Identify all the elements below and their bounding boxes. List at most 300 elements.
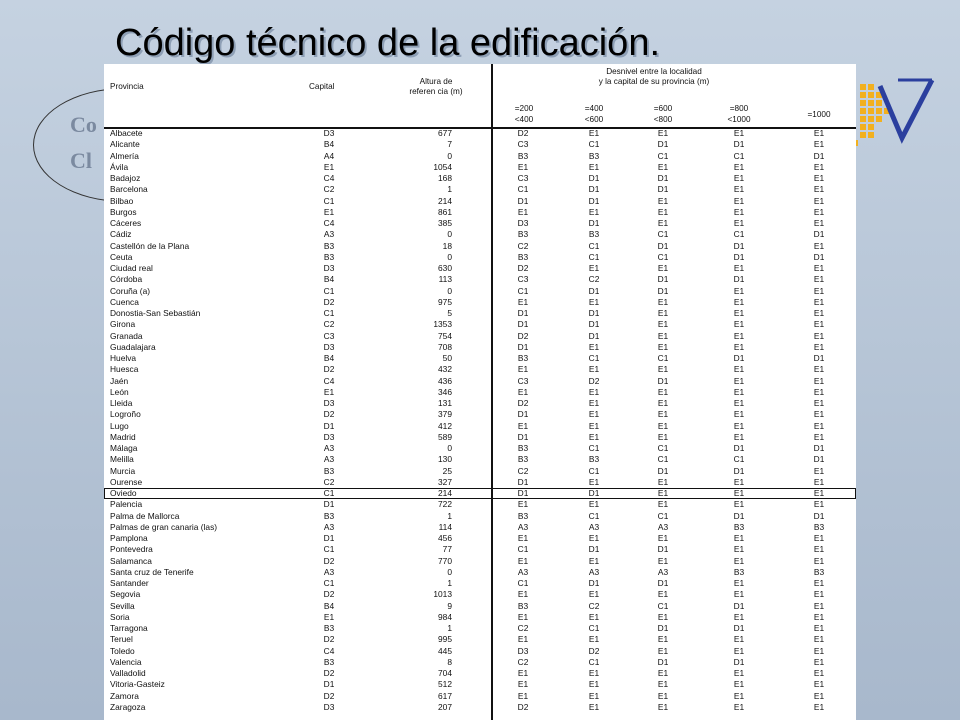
cell-desnivel-400: E1 [588, 263, 600, 273]
cell-capital: B3 [323, 623, 335, 633]
cell-altura: 18 [442, 240, 452, 251]
cell-desnivel-600: E1 [657, 206, 669, 217]
cell-capital: D2 [323, 690, 335, 701]
table-row [104, 207, 856, 218]
cell-desnivel-400: E1 [588, 341, 600, 352]
cell-desnivel-200: C2 [517, 656, 529, 667]
cell-desnivel-400: C2 [588, 274, 600, 285]
cell-desnivel-1000: E1 [813, 600, 825, 611]
cell-capital: D2 [323, 555, 335, 566]
cell-desnivel-800: E1 [733, 195, 745, 206]
cell-provincia: Bilbao [110, 195, 134, 206]
cell-desnivel-800: E1 [733, 488, 745, 498]
table-row [104, 364, 856, 375]
cell-provincia: Sevilla [110, 600, 135, 611]
cell-desnivel-800: E1 [733, 578, 745, 588]
cell-desnivel-1000: E1 [813, 668, 825, 678]
cell-capital: A3 [323, 521, 335, 532]
cell-desnivel-200: C3 [517, 139, 529, 150]
cell-desnivel-1000: E1 [813, 386, 825, 397]
cell-provincia: Castellón de la Plana [110, 240, 190, 251]
cell-altura: 754 [438, 330, 452, 341]
cell-capital: D1 [323, 499, 335, 510]
climate-zone-table [104, 64, 856, 720]
cell-altura: 77 [442, 544, 452, 555]
cell-desnivel-800: E1 [733, 386, 745, 397]
cell-desnivel-1000: E1 [813, 319, 825, 330]
cell-desnivel-400: E1 [588, 364, 600, 375]
cell-desnivel-800: C1 [733, 150, 745, 161]
table-row [104, 252, 856, 263]
cell-desnivel-400: A3 [588, 566, 600, 577]
cell-altura: 168 [438, 173, 452, 183]
cell-capital: E1 [323, 386, 335, 397]
cell-desnivel-800: D1 [733, 510, 745, 521]
cell-altura: 512 [438, 679, 452, 690]
header-range3-line2: <800 [653, 115, 673, 124]
cell-desnivel-800: E1 [733, 431, 745, 442]
cell-desnivel-1000: E1 [813, 398, 825, 408]
cell-desnivel-400: D1 [588, 173, 600, 183]
cell-capital: A4 [323, 150, 335, 161]
cell-provincia: Palencia [110, 499, 143, 510]
cell-desnivel-800: E1 [733, 375, 745, 386]
cell-desnivel-200: E1 [517, 296, 529, 307]
cell-capital: A3 [323, 566, 335, 577]
cell-capital: B4 [323, 353, 335, 363]
cell-desnivel-400: E1 [588, 668, 600, 678]
cell-desnivel-400: E1 [588, 611, 600, 622]
cell-desnivel-600: A3 [657, 521, 669, 532]
cell-desnivel-600: C1 [657, 353, 669, 363]
table-row [104, 229, 856, 240]
cell-desnivel-400: C1 [588, 353, 600, 363]
cell-altura: 113 [438, 274, 452, 285]
cell-desnivel-1000: E1 [813, 263, 825, 273]
cell-desnivel-800: E1 [733, 173, 745, 183]
cell-desnivel-600: C1 [657, 510, 669, 521]
cell-desnivel-400: D1 [588, 184, 600, 195]
cell-desnivel-200: E1 [517, 499, 529, 510]
cell-altura: 1054 [433, 161, 452, 172]
cell-altura: 0 [447, 443, 452, 453]
cell-altura: 327 [438, 476, 452, 487]
cell-desnivel-200: C3 [517, 375, 529, 386]
cell-desnivel-200: C1 [517, 544, 529, 555]
cell-altura: 214 [438, 488, 452, 498]
cell-desnivel-1000: E1 [813, 195, 825, 206]
cell-desnivel-400: B3 [588, 150, 600, 161]
cell-desnivel-1000: D1 [813, 229, 825, 240]
cell-desnivel-600: E1 [657, 488, 669, 498]
cell-provincia: Zamora [110, 690, 139, 701]
cell-desnivel-600: E1 [657, 701, 669, 712]
cell-desnivel-200: C3 [517, 173, 529, 183]
cell-desnivel-600: E1 [657, 386, 669, 397]
cell-desnivel-400: E1 [588, 533, 600, 543]
cell-desnivel-1000: D1 [813, 251, 825, 262]
cell-altura: 722 [438, 499, 452, 510]
cell-desnivel-1000: E1 [813, 161, 825, 172]
table-row [104, 668, 856, 679]
header-range1-line1: =200 [514, 104, 534, 113]
cell-provincia: Soria [110, 611, 130, 622]
cell-altura: 984 [438, 611, 452, 622]
cell-desnivel-200: B3 [517, 454, 529, 465]
table-row [104, 319, 856, 330]
cell-desnivel-400: E1 [588, 128, 600, 138]
cell-desnivel-200: D2 [517, 128, 529, 138]
cell-altura: 432 [438, 364, 452, 375]
cell-desnivel-200: E1 [517, 634, 529, 645]
table-row [104, 623, 856, 634]
cell-desnivel-400: D2 [588, 375, 600, 386]
cell-desnivel-600: E1 [657, 555, 669, 566]
cell-capital: D3 [323, 128, 335, 138]
cell-desnivel-600: E1 [657, 499, 669, 510]
cell-capital: B4 [323, 274, 335, 285]
cell-desnivel-400: C1 [588, 443, 600, 453]
cell-provincia: Murcia [110, 465, 136, 476]
cell-provincia: Salamanca [110, 555, 152, 566]
cell-desnivel-600: E1 [657, 420, 669, 431]
cell-provincia: Cuenca [110, 296, 139, 307]
header-desnivel-line1: Desnivel entre la localidad [606, 67, 702, 76]
subtitle-line-2: Cl [70, 148, 92, 173]
cell-desnivel-600: D1 [657, 656, 669, 667]
cell-desnivel-600: D1 [657, 465, 669, 476]
cell-desnivel-1000: E1 [813, 139, 825, 150]
cell-provincia: Badajoz [110, 173, 141, 183]
cell-capital: D2 [323, 634, 335, 645]
cell-altura: 5 [447, 308, 452, 318]
cell-desnivel-600: C1 [657, 251, 669, 262]
cell-desnivel-800: B3 [733, 566, 745, 577]
cell-desnivel-600: E1 [657, 296, 669, 307]
cell-desnivel-800: E1 [733, 398, 745, 408]
cell-capital: D2 [323, 589, 335, 600]
cell-desnivel-1000: D1 [813, 150, 825, 161]
cell-desnivel-200: D3 [517, 218, 529, 228]
table-row [104, 409, 856, 420]
cell-desnivel-600: C1 [657, 454, 669, 465]
cell-desnivel-1000: E1 [813, 296, 825, 307]
cell-provincia: Huelva [110, 353, 137, 363]
table-row [104, 342, 856, 353]
header-range3-line1: =600 [653, 104, 673, 113]
cell-provincia: Palmas de gran canaria (las) [110, 521, 218, 532]
cell-provincia: Toledo [110, 645, 135, 656]
cell-desnivel-1000: E1 [813, 420, 825, 431]
cell-altura: 861 [438, 206, 452, 217]
header-range2-line1: =400 [584, 104, 604, 113]
cell-provincia: Girona [110, 319, 136, 330]
cell-desnivel-800: E1 [733, 206, 745, 217]
table-row [104, 162, 856, 173]
cell-desnivel-600: E1 [657, 409, 669, 420]
cell-desnivel-400: E1 [588, 555, 600, 566]
header-desnivel-line2: y la capital de su provincia (m) [598, 77, 710, 86]
cell-desnivel-800: D1 [733, 240, 745, 251]
cell-desnivel-400: D1 [588, 544, 600, 555]
cell-altura: 0 [447, 285, 452, 296]
cell-capital: A3 [323, 443, 335, 453]
cell-desnivel-400: D2 [588, 645, 600, 656]
cell-desnivel-1000: E1 [813, 240, 825, 251]
cell-desnivel-200: C2 [517, 465, 529, 476]
cell-provincia: Almería [110, 150, 139, 161]
cell-altura: 0 [447, 251, 452, 262]
cell-altura: 114 [438, 521, 452, 532]
cell-desnivel-1000: E1 [813, 611, 825, 622]
table-row [104, 657, 856, 668]
cell-desnivel-400: E1 [588, 679, 600, 690]
cell-desnivel-600: D1 [657, 285, 669, 296]
cell-desnivel-200: E1 [517, 679, 529, 690]
cell-desnivel-400: E1 [588, 206, 600, 217]
cell-desnivel-400: C1 [588, 656, 600, 667]
cell-provincia: León [110, 386, 129, 397]
cell-desnivel-1000: E1 [813, 330, 825, 341]
header-range1-line2: <400 [514, 115, 534, 124]
cell-provincia: Santander [110, 578, 149, 588]
table-row [104, 634, 856, 645]
cell-altura: 1 [447, 578, 452, 588]
table-row [104, 139, 856, 150]
cell-desnivel-1000: E1 [813, 623, 825, 633]
cell-desnivel-1000: E1 [813, 634, 825, 645]
cell-desnivel-400: E1 [588, 420, 600, 431]
cell-altura: 130 [438, 454, 452, 465]
cell-desnivel-200: D1 [517, 409, 529, 420]
cell-desnivel-200: D1 [517, 195, 529, 206]
cell-provincia: Vitoria-Gasteiz [110, 679, 165, 690]
cell-desnivel-400: D1 [588, 285, 600, 296]
cell-desnivel-800: E1 [733, 364, 745, 375]
cell-capital: C2 [323, 476, 335, 487]
cell-altura: 385 [438, 218, 452, 228]
cell-provincia: Tarragona [110, 623, 148, 633]
table-row [104, 454, 856, 465]
cell-desnivel-1000: E1 [813, 679, 825, 690]
cell-capital: D3 [323, 431, 335, 442]
cell-desnivel-400: D1 [588, 319, 600, 330]
cell-desnivel-200: E1 [517, 206, 529, 217]
cell-desnivel-400: E1 [588, 690, 600, 701]
cell-desnivel-800: E1 [733, 263, 745, 273]
cell-desnivel-800: D1 [733, 251, 745, 262]
cell-altura: 7 [447, 139, 452, 150]
cell-desnivel-1000: E1 [813, 578, 825, 588]
cell-desnivel-200: E1 [517, 611, 529, 622]
cell-provincia: Teruel [110, 634, 133, 645]
cell-provincia: Pontevedra [110, 544, 153, 555]
cell-altura: 379 [438, 409, 452, 420]
cell-provincia: Huesca [110, 364, 139, 375]
cell-desnivel-400: D1 [588, 195, 600, 206]
cell-desnivel-1000: E1 [813, 656, 825, 667]
cell-desnivel-600: E1 [657, 195, 669, 206]
cell-desnivel-800: E1 [733, 701, 745, 712]
cell-provincia: Ciudad real [110, 263, 153, 273]
cell-altura: 704 [438, 668, 452, 678]
cell-capital: C1 [323, 308, 335, 318]
cell-provincia: Ávila [110, 161, 129, 172]
cell-desnivel-400: D1 [588, 330, 600, 341]
cell-desnivel-1000: E1 [813, 690, 825, 701]
table-row [104, 432, 856, 443]
cell-altura: 50 [442, 353, 452, 363]
cell-desnivel-600: E1 [657, 263, 669, 273]
cell-altura: 708 [438, 341, 452, 352]
header-altura-line2: referen cia (m) [409, 87, 463, 96]
cell-desnivel-800: D1 [733, 443, 745, 453]
cell-capital: B3 [323, 465, 335, 476]
cell-provincia: Córdoba [110, 274, 143, 285]
cell-desnivel-400: A3 [588, 521, 600, 532]
cell-desnivel-400: B3 [588, 229, 600, 240]
cell-capital: C4 [323, 218, 335, 228]
table-row [104, 477, 856, 488]
cell-provincia: Lleida [110, 398, 133, 408]
cell-desnivel-200: C1 [517, 578, 529, 588]
table-row [104, 499, 856, 510]
cell-desnivel-800: E1 [733, 611, 745, 622]
cell-provincia: Burgos [110, 206, 137, 217]
table-row [104, 578, 856, 589]
cell-desnivel-200: B3 [517, 229, 529, 240]
table-row [104, 263, 856, 274]
header-range4-line1: =800 [729, 104, 749, 113]
cell-desnivel-800: E1 [733, 128, 745, 138]
cell-capital: C1 [323, 578, 335, 588]
cell-desnivel-200: D2 [517, 330, 529, 341]
cell-desnivel-800: E1 [733, 296, 745, 307]
cell-desnivel-400: E1 [588, 476, 600, 487]
cell-altura: 617 [438, 690, 452, 701]
cell-desnivel-200: D1 [517, 488, 529, 498]
table-row [104, 151, 856, 162]
cell-desnivel-800: D1 [733, 623, 745, 633]
cell-desnivel-800: E1 [733, 218, 745, 228]
cell-altura: 412 [438, 420, 452, 431]
cell-desnivel-600: E1 [657, 128, 669, 138]
cell-provincia: Cádiz [110, 229, 132, 240]
cell-provincia: Alicante [110, 139, 140, 150]
cell-capital: C1 [323, 544, 335, 555]
table-row [104, 286, 856, 297]
cell-desnivel-600: D1 [657, 623, 669, 633]
cell-desnivel-200: D1 [517, 341, 529, 352]
cell-desnivel-600: E1 [657, 679, 669, 690]
cell-provincia: Ceuta [110, 251, 133, 262]
cell-altura: 1 [447, 510, 452, 521]
cell-desnivel-200: D1 [517, 476, 529, 487]
cell-desnivel-200: C2 [517, 240, 529, 251]
table-row [104, 421, 856, 432]
cell-desnivel-1000: E1 [813, 341, 825, 352]
cell-desnivel-600: D1 [657, 184, 669, 195]
cell-altura: 677 [438, 128, 452, 138]
cell-desnivel-200: E1 [517, 161, 529, 172]
table-row [104, 173, 856, 184]
cell-desnivel-800: E1 [733, 544, 745, 555]
table-row [104, 522, 856, 533]
cell-desnivel-1000: E1 [813, 218, 825, 228]
cell-altura: 9 [447, 600, 452, 611]
cell-desnivel-600: D1 [657, 139, 669, 150]
cell-desnivel-1000: E1 [813, 128, 825, 138]
cell-altura: 0 [447, 566, 452, 577]
cell-desnivel-400: C1 [588, 251, 600, 262]
cell-altura: 0 [447, 229, 452, 240]
cell-desnivel-200: D2 [517, 263, 529, 273]
cell-provincia: Santa cruz de Tenerife [110, 566, 194, 577]
cell-desnivel-400: C1 [588, 139, 600, 150]
cell-desnivel-400: B3 [588, 454, 600, 465]
cell-desnivel-200: E1 [517, 386, 529, 397]
cell-provincia: Melilla [110, 454, 134, 465]
cell-desnivel-200: D1 [517, 431, 529, 442]
cell-desnivel-600: C1 [657, 600, 669, 611]
cell-altura: 589 [438, 431, 452, 442]
cell-desnivel-200: D3 [517, 645, 529, 656]
cell-desnivel-400: D1 [588, 488, 600, 498]
cell-capital: C1 [323, 195, 335, 206]
cell-desnivel-200: E1 [517, 589, 529, 600]
cell-desnivel-400: E1 [588, 386, 600, 397]
cell-desnivel-800: D1 [733, 656, 745, 667]
cell-capital: B3 [323, 510, 335, 521]
cell-capital: C3 [323, 330, 335, 341]
cell-desnivel-1000: E1 [813, 533, 825, 543]
cell-desnivel-800: E1 [733, 668, 745, 678]
cell-desnivel-800: E1 [733, 690, 745, 701]
cell-capital: E1 [323, 206, 335, 217]
table-row [104, 398, 856, 409]
cell-desnivel-800: E1 [733, 499, 745, 510]
cell-desnivel-400: D1 [588, 308, 600, 318]
table-row [104, 387, 856, 398]
cell-desnivel-400: E1 [588, 589, 600, 600]
cell-capital: D3 [323, 263, 335, 273]
cell-altura: 25 [442, 465, 452, 476]
cell-provincia: Ourense [110, 476, 143, 487]
cell-desnivel-800: D1 [733, 353, 745, 363]
cell-altura: 1 [447, 623, 452, 633]
cell-desnivel-800: E1 [733, 341, 745, 352]
cell-desnivel-600: E1 [657, 690, 669, 701]
cell-provincia: Málaga [110, 443, 138, 453]
cell-capital: C1 [323, 285, 335, 296]
cell-desnivel-1000: E1 [813, 431, 825, 442]
cell-desnivel-200: B3 [517, 150, 529, 161]
cell-capital: B4 [323, 600, 335, 611]
cell-desnivel-1000: E1 [813, 645, 825, 656]
cell-desnivel-600: D1 [657, 274, 669, 285]
cell-desnivel-400: C1 [588, 623, 600, 633]
cell-capital: C4 [323, 173, 335, 183]
cell-desnivel-600: E1 [657, 308, 669, 318]
cell-desnivel-400: C1 [588, 510, 600, 521]
cell-provincia: Segovia [110, 589, 141, 600]
cell-desnivel-600: E1 [657, 398, 669, 408]
cell-capital: D1 [323, 420, 335, 431]
header-range5: =1000 [807, 110, 831, 119]
cell-capital: B3 [323, 656, 335, 667]
cell-desnivel-600: E1 [657, 611, 669, 622]
cell-provincia: Donostia-San Sebastián [110, 308, 201, 318]
